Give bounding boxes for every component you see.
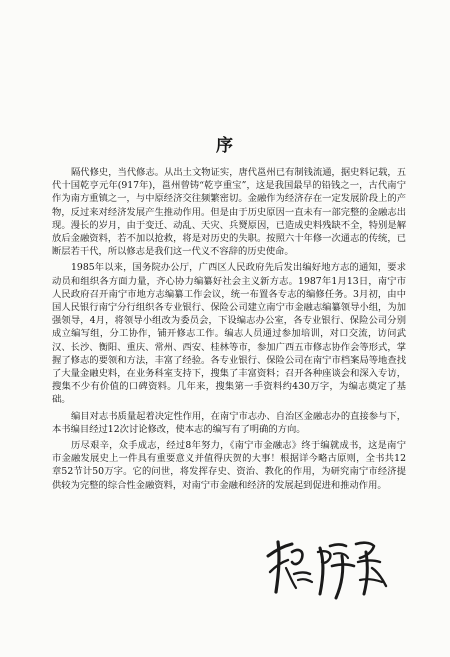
handwritten-signature — [262, 522, 392, 612]
page-title: 序 — [216, 136, 234, 156]
paragraph-4: 历尽艰辛，众手成志，经过8年努力，《南宁市金融志》终于编就成书，这是南宁市金融发展史上一件具有重要意义并值得庆贺的大事！根据详今略古原则，全书共12章52节计50万字。它的问世，将发挥存史、资治、教化的作用，为研究南宁市经济提供较为完整的综合性金融资料，对南宁市金融和经济的发展起到促进和推动作用。 — [52, 440, 406, 491]
body-text — [52, 166, 406, 495]
paragraph-2: 1985年以来，国务院办公厅，广西区人民政府先后发出编好地方志的通知，要求动员和组织各方面力量，齐心协力编纂好社会主义新方志。1987年1月13日，南宁市人民政府召开南宁市地方志编纂工作会议，统一布置各专志的编修任务。3月初，由中国人民银行南宁分行组织各专业银行、保险公司建立南宁市金融志编纂领导小组，为加强领导，4月，将领导小组改为委员会，下设编志办公室，各专业银行、保险公司分别成立编写组，分工协作，铺开修志工作。编志人员通过参加培训，对口交流，访问武汉、长沙、衡阳、重庆、常州、西安、桂林等市，参加广西五市修志协作会等形式，掌握了修志的要领和方法，丰富了经验。各专业银行、保险公司在南宁市档案局等地查找了大量金融史料，在业务科室支持下，搜集了丰富资料；召开各种座谈会和深入专访，搜集不少有价值的口碑资料。几年来，搜集第一手资料约430万字，为编志奠定了基础。 — [52, 262, 406, 406]
paragraph-1: 隔代修史，当代修志。从出土文物证实，唐代邕州已有制钱流通，据史料记载，五代十国乾亨元年(917年)，邕州曾铸“乾亨重宝”，这是我国最早的铅钱之一，古代南宁作为南方重镇之一，与中原经济交往频繁密切。金融作为经济存在一定发展阶段上的产物，反过来对经济发展产生推动作用。但是由于历史原因一直未有一部完整的金融志出现。漫长的岁月，由于变迁、动乱、天灾、兵燹原因，已造成史料残缺不全，特别是解放后金融资料，若不加以抢救，将是对历史的失职。按照六十年修一次通志的传统，已断层若干代，所以修志是我们这一代义不容辞的历史使命。 — [52, 167, 406, 258]
paragraph-3: 编目对志书质量起着决定性作用，在南宁市志办、自治区金融志办的直接参与下，本书编目经过12次讨论修改，使本志的编写有了明确的方向。 — [52, 410, 406, 435]
